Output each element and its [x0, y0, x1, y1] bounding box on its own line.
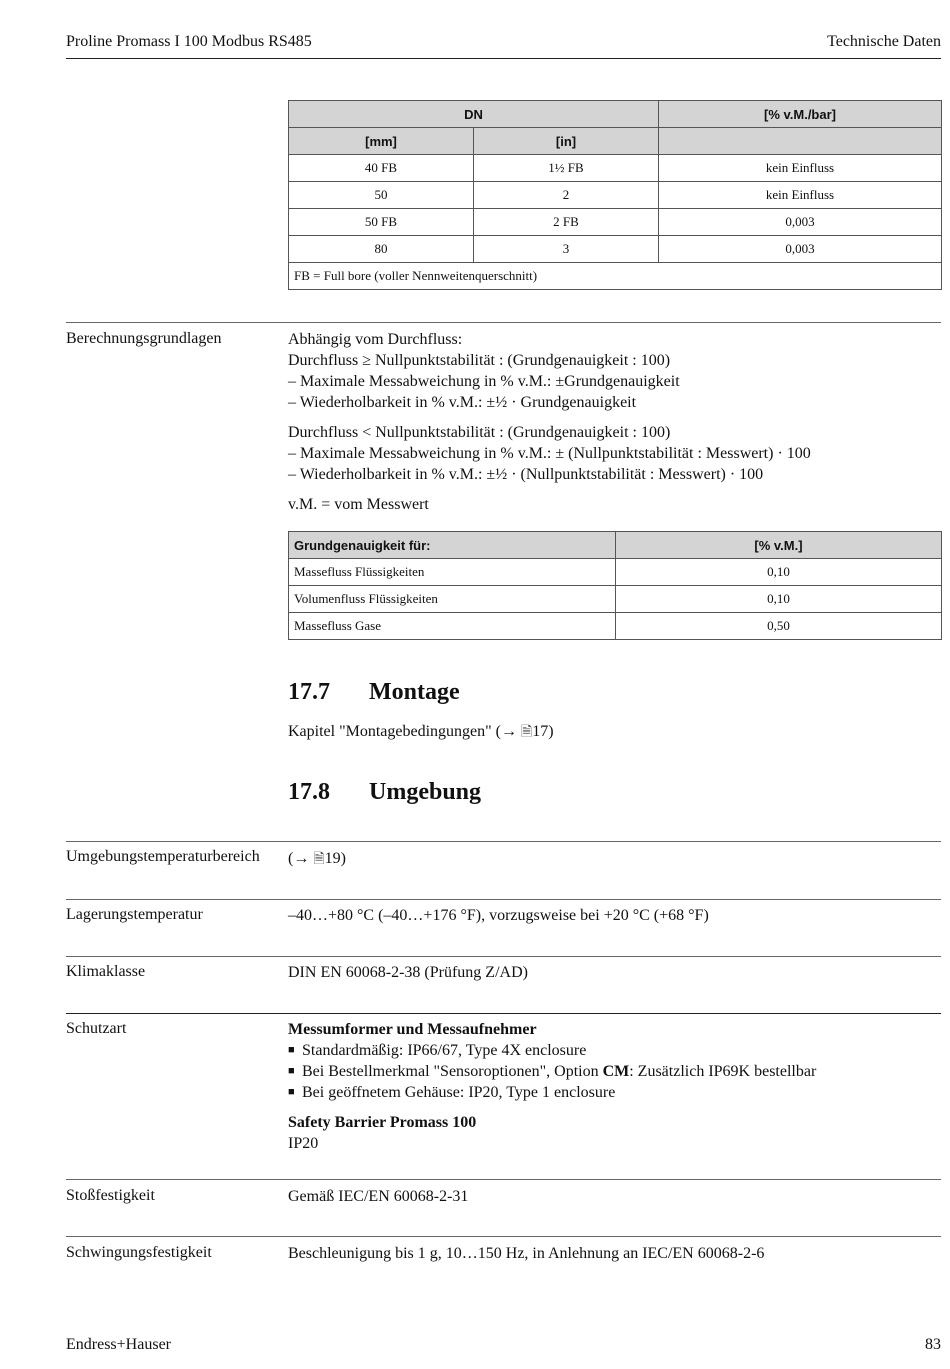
- label-umgebungstemperatur: Umgebungstemperaturbereich: [66, 848, 260, 865]
- table-cell: 3: [474, 236, 659, 263]
- table-header-dn: DN: [289, 101, 659, 128]
- pressure-influence-table: [288, 100, 942, 290]
- running-header-section: Technische Daten: [827, 33, 941, 50]
- table-cell: 0,10: [616, 586, 942, 613]
- umgebungstemp-value: [288, 848, 938, 870]
- schutzart-body: [288, 1019, 938, 1154]
- page-reference-icon: 🗎: [313, 851, 325, 867]
- stoss-value: Gemäß IEC/EN 60068-2-31: [288, 1188, 469, 1205]
- berechnung-line: Durchfluss < Nullpunktstabilität : (Grundgenauigkeit : 100): [288, 424, 671, 441]
- table-row: [289, 586, 942, 613]
- montage-reference: [288, 721, 938, 743]
- montage-ref-page: 17): [532, 723, 554, 740]
- table-cell: Massefluss Gase: [289, 613, 616, 640]
- label-klimaklasse: Klimaklasse: [66, 963, 146, 980]
- schwingung-value: Beschleunigung bis 1 g, 10…150 Hz, in Anlehnung an IEC/EN 60068-2-6: [288, 1245, 765, 1262]
- berechnung-line: – Maximale Messabweichung in % v.M.: ± (Nullpunktstabilität : Messwert) · 100: [288, 445, 811, 462]
- table-cell: 0,10: [616, 559, 942, 586]
- lagerung-value: –40…+80 °C (–40…+176 °F), vorzugsweise bei +20 °C (+68 °F): [288, 907, 709, 924]
- list-item-text: Standardmäßig: IP66/67, Type 4X enclosure: [302, 1042, 587, 1059]
- table-cell: 50 FB: [289, 209, 474, 236]
- list-item-text: Bei Bestellmerkmal "Sensoroptionen", Option CM: Zusätzlich IP69K bestellbar: [302, 1063, 817, 1080]
- table-cell: 0,50: [616, 613, 942, 640]
- label-schwingungsfestigkeit: Schwingungsfestigkeit: [66, 1244, 212, 1261]
- list-item: [288, 1061, 938, 1082]
- section-rule: [66, 1179, 941, 1180]
- bullet-square-icon: ■: [288, 1065, 295, 1077]
- section-rule: [66, 322, 941, 323]
- table-cell: kein Einfluss: [659, 182, 942, 209]
- section-number: 17.8: [288, 779, 330, 805]
- table-cell: 40 FB: [289, 155, 474, 182]
- table-cell: 80: [289, 236, 474, 263]
- label-schutzart: Schutzart: [66, 1020, 127, 1037]
- table-header-unit: [% v.M./bar]: [659, 101, 942, 128]
- section-rule: [66, 1013, 941, 1014]
- label-berechnungsgrundlagen: Berechnungsgrundlagen: [66, 330, 222, 347]
- table-row: [289, 209, 942, 236]
- table-cell: 0,003: [659, 236, 942, 263]
- table-cell: 2: [474, 182, 659, 209]
- table-subheader-mm: [mm]: [289, 128, 474, 155]
- table-cell: kein Einfluss: [659, 155, 942, 182]
- vm-note: v.M. = vom Messwert: [288, 496, 429, 513]
- berechnung-line: – Wiederholbarkeit in % v.M.: ±½ · Grundgenauigkeit: [288, 394, 637, 411]
- list-item: [288, 1040, 938, 1061]
- section-rule: [66, 956, 941, 957]
- section-rule: [66, 1236, 941, 1237]
- bullet-square-icon: ■: [288, 1044, 295, 1056]
- page-reference-icon: 🗎: [521, 724, 533, 740]
- section-number: 17.7: [288, 679, 330, 705]
- berechnung-line: – Wiederholbarkeit in % v.M.: ±½ · (Nullpunktstabilität : Messwert) · 100: [288, 466, 764, 483]
- berechnung-line: – Maximale Messabweichung in % v.M.: ±Grundgenauigkeit: [288, 373, 680, 390]
- table-row: [289, 559, 942, 586]
- berechnung-line: Abhängig vom Durchfluss:: [288, 331, 463, 348]
- section-title: Montage: [369, 679, 460, 705]
- section-title: Umgebung: [369, 779, 482, 805]
- table-subheader-empty: [659, 128, 942, 155]
- section-rule: [66, 899, 941, 900]
- label-lagerungstemperatur: Lagerungstemperatur: [66, 906, 203, 923]
- table-row: [289, 155, 942, 182]
- table-row: [289, 613, 942, 640]
- bullet-square-icon: ■: [288, 1086, 295, 1098]
- schutzart-heading-barrier: Safety Barrier Promass 100: [288, 1114, 477, 1131]
- klima-value: DIN EN 60068-2-38 (Prüfung Z/AD): [288, 964, 528, 981]
- page-number: 83: [925, 1336, 941, 1353]
- table-header-percent: [% v.M.]: [616, 532, 942, 559]
- running-header-title: Proline Promass I 100 Modbus RS485: [66, 33, 312, 50]
- table-cell: 0,003: [659, 209, 942, 236]
- section-heading-montage: [288, 679, 938, 705]
- table-cell: 2 FB: [474, 209, 659, 236]
- ref-open: (→: [288, 850, 310, 867]
- list-item-text: Bei geöffnetem Gehäuse: IP20, Type 1 enclosure: [302, 1084, 616, 1101]
- table-cell: Massefluss Flüssigkeiten: [289, 559, 616, 586]
- table-cell: 1½ FB: [474, 155, 659, 182]
- header-rule: [66, 58, 941, 59]
- table-cell: 50: [289, 182, 474, 209]
- footer-company: Endress+Hauser: [66, 1336, 171, 1353]
- berechnung-body: [288, 329, 938, 515]
- section-rule: [66, 841, 941, 842]
- section-heading-umgebung: [288, 779, 938, 805]
- table-header-grundgenauigkeit: Grundgenauigkeit für:: [289, 532, 616, 559]
- option-code: CM: [602, 1063, 630, 1080]
- table-row: [289, 236, 942, 263]
- accuracy-table: [288, 531, 942, 640]
- label-stossfestigkeit: Stoßfestigkeit: [66, 1187, 155, 1204]
- table-cell: Volumenfluss Flüssigkeiten: [289, 586, 616, 613]
- ref-page: 19): [324, 850, 346, 867]
- berechnung-line: Durchfluss ≥ Nullpunktstabilität : (Grundgenauigkeit : 100): [288, 352, 671, 369]
- table-row: [289, 182, 942, 209]
- schutzart-barrier-value: IP20: [288, 1135, 319, 1152]
- schutzart-heading: Messumformer und Messaufnehmer: [288, 1021, 537, 1038]
- table-subheader-in: [in]: [474, 128, 659, 155]
- montage-ref-text: Kapitel "Montagebedingungen" (→: [288, 723, 518, 740]
- list-item: [288, 1082, 938, 1103]
- table-footnote: FB = Full bore (voller Nennweitenquerschnitt): [289, 263, 942, 290]
